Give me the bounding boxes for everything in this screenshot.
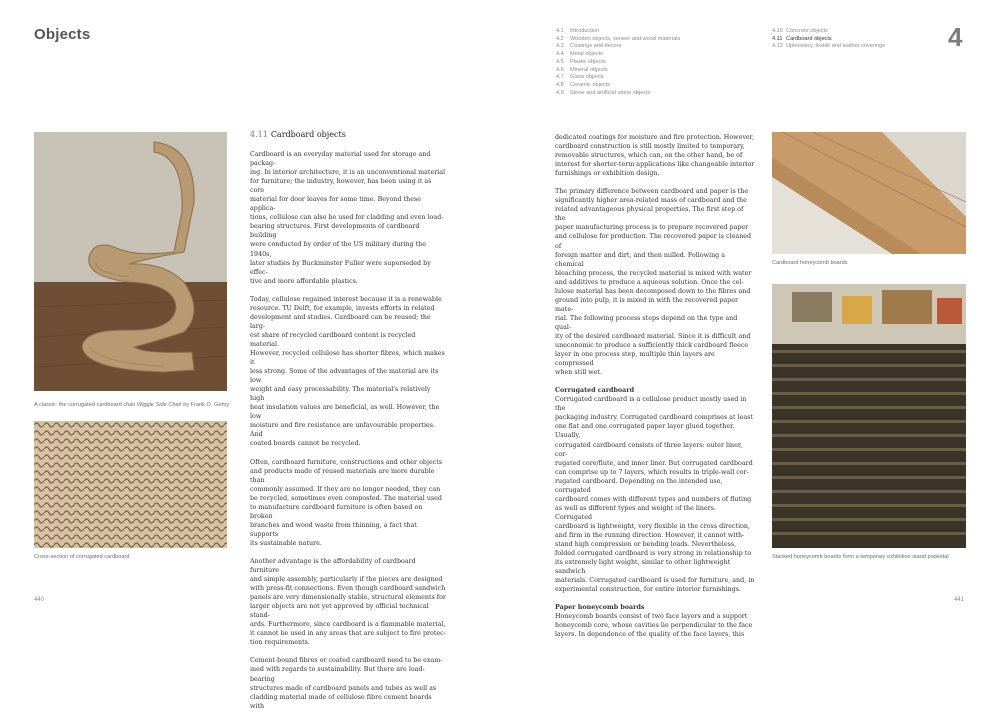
toc-item: 4.12 Upholstery, textile and leather coverings (772, 43, 886, 50)
subhead-honeycomb: Paper honeycomb boards (555, 604, 645, 612)
paragraph: Cement-bound fibres or coated cardboard need to be exam- ined with regards to sustainability. But there are load-bearing structures made of cardboard panels and tubes as well as cladding material made of cellulose fibre cement boards with (250, 657, 443, 710)
toc-item: 4.6 Mineral objects (556, 66, 608, 73)
honeycomb-boards-caption: Cardboard honeycomb boards (772, 260, 848, 266)
cross-section-caption: Cross-section of corrugated cardboard (34, 554, 130, 560)
page-number-right: 441 (954, 597, 965, 603)
corrugated-cross-section-photo (34, 421, 227, 548)
chair-photo (34, 132, 227, 391)
toc-item: 4.1 Introduction (556, 28, 600, 34)
toc-item: 4.8 Ceramic objects (556, 81, 611, 88)
paragraph: Honeycomb boards consist of two face layers and a support honeycomb core, whose cavities lie perpendicular to the face layers. In dependence of the quality of the face layers, this (555, 613, 753, 639)
text-column-1 (250, 150, 446, 720)
paragraph: Often, cardboard furniture, constructions and other objects and products made of reused materials are more durable than commonly assumed. If they are no longer needed, they can be recycled, sometimes even composted. The material used to manufacture cardboard furniture is often based on broken branches and wood waste from thinning, a fact that supports its sustainable nature. (250, 458, 443, 547)
toc-item: 4.9 Stone and artificial stone objects (556, 89, 651, 96)
toc-right (772, 28, 885, 51)
toc-item-current: 4.11 Cardboard objects (772, 35, 832, 42)
toc-item: 4.2 Wooden objects, veneer and wood materials (556, 35, 681, 42)
text-column-2 (555, 133, 755, 648)
article-title: 4.11 Cardboard objects (250, 130, 346, 139)
paragraph: dedicated coatings for moisture and fire protection. However, cardboard construction is still mostly limited to temporary, removable structures, which can, on the other hand, be of interest for shorter-term applications like changeable interior furnishings or exhibition design. (555, 134, 755, 178)
chapter-number: 4 (948, 22, 963, 52)
toc-left (556, 28, 680, 97)
honeycomb-boards-photo (772, 132, 966, 254)
toc-item: 4.4 Metal objects (556, 51, 603, 58)
toc-item: 4.7 Glass objects (556, 74, 604, 81)
exhibition-stand-photo (772, 284, 966, 548)
paragraph: Cardboard is an everyday material used for storage and packag- ing. In interior architecture, it is an unconventional material for furniture; the industry, however, has been using it as core material for door leaves for some time. Beyond these applica- tions, cellulose can also be used for cladding and even load- bearing structures. First developments of cardboard building were conducted by order of the US military during the 1940s, later studies by Buckminster Fuller were superseded by effec- tive and more affordable plastics. (250, 151, 446, 285)
toc-item: 4.10 Concrete objects (772, 28, 828, 34)
toc-item: 4.5 Plastic objects (556, 58, 606, 65)
chair-caption: A classic: the corrugated cardboard chair Wiggle Side Chair by Frank O. Gehry (34, 402, 230, 408)
page-number-left: 440 (34, 597, 45, 603)
paragraph: Today, cellulose regained interest because it is a renewable resource. TU Delft, for example, invests efforts in related development and studies. Cardboard can be reused; the larg- est share of recycled cardboard content is recycled material. However, recycled cellulose has shorter fibres, which makes it less strong. Some of the advantages of the material are its low weight and easy processability. The material's relatively high heat insulation values are beneficial, as well. However, the low moisture and fire resistance are unfavourable properties. And coated boards cannot be recycled. (250, 295, 445, 448)
subhead-corrugated: Corrugated cardboard (555, 387, 635, 395)
paragraph: The primary difference between cardboard and paper is the significantly higher area-related mass of cardboard and the related advantageous physical properties. The first step of the paper manufacturing process is to prepare recovered paper and cellulose for production. The recovered paper is cleaned of foreign matter and dirt, and then milled. Following a chemical bleaching process, the recycled material is mixed with water and additives to produce a aqueous solution. Once the cel- lulose material has been decomposed down to the fibres and ground into pulp, it is mixed in with the recovered paper mate- rial. The following process steps depend on the type and qual- ity of the desired cardboard material. Since it is difficult and uneconomic to produce a sufficiently thick cardboard fleece layer in one process step, multiple thin layers are compressed when still wet. (555, 188, 752, 377)
paragraph: Another advantage is the affordability of cardboard furniture and simple assembly, particularly if the pieces are designed with press-fit connections. Even though cardboard sandwich panels are very dimensionally stable, structural elements for larger objects are not yet approved by official technical stand- ards. Furthermore, since cardboard is a flammable material, it cannot be used in any areas that are subject to fire protec- tion requirements. (250, 557, 446, 647)
exhibition-caption: Stacked honeycomb boards form a temporary exhibition stand podestal (772, 554, 949, 560)
toc-item: 4.3 Coatings and decors (556, 43, 622, 50)
section-title: Objects (34, 26, 91, 43)
paragraph: Corrugated cardboard is a cellulose product mostly used in the packaging industry. Corrugated cardboard comprises at least one flat and one corrugated paper layer glued together. Usually, corrugated cardboard consists of three layers: outer liner, cor- rugated core/flute, and inner liner. But corrugated cardboard can comprise up to 7 layers, which results in triple-wall cor- rugated cardboard. Depending on the intended use, corrugated cardboard comes with different types and numbers of fluting as well as different types and weight of the liners. Corrugated cardboard is lightweight, very flexible in the cross direction, and firm in the running direction. However, it cannot with- stand high compression or bending loads. Nevertheless, folded corrugated cardboard is very strong in relationship to its extremely light weight, similar to other lightweight sandwich materials. Corrugated cardboard is used for furniture, and, in experimental construction, for entire interior furnishings. (555, 396, 755, 594)
